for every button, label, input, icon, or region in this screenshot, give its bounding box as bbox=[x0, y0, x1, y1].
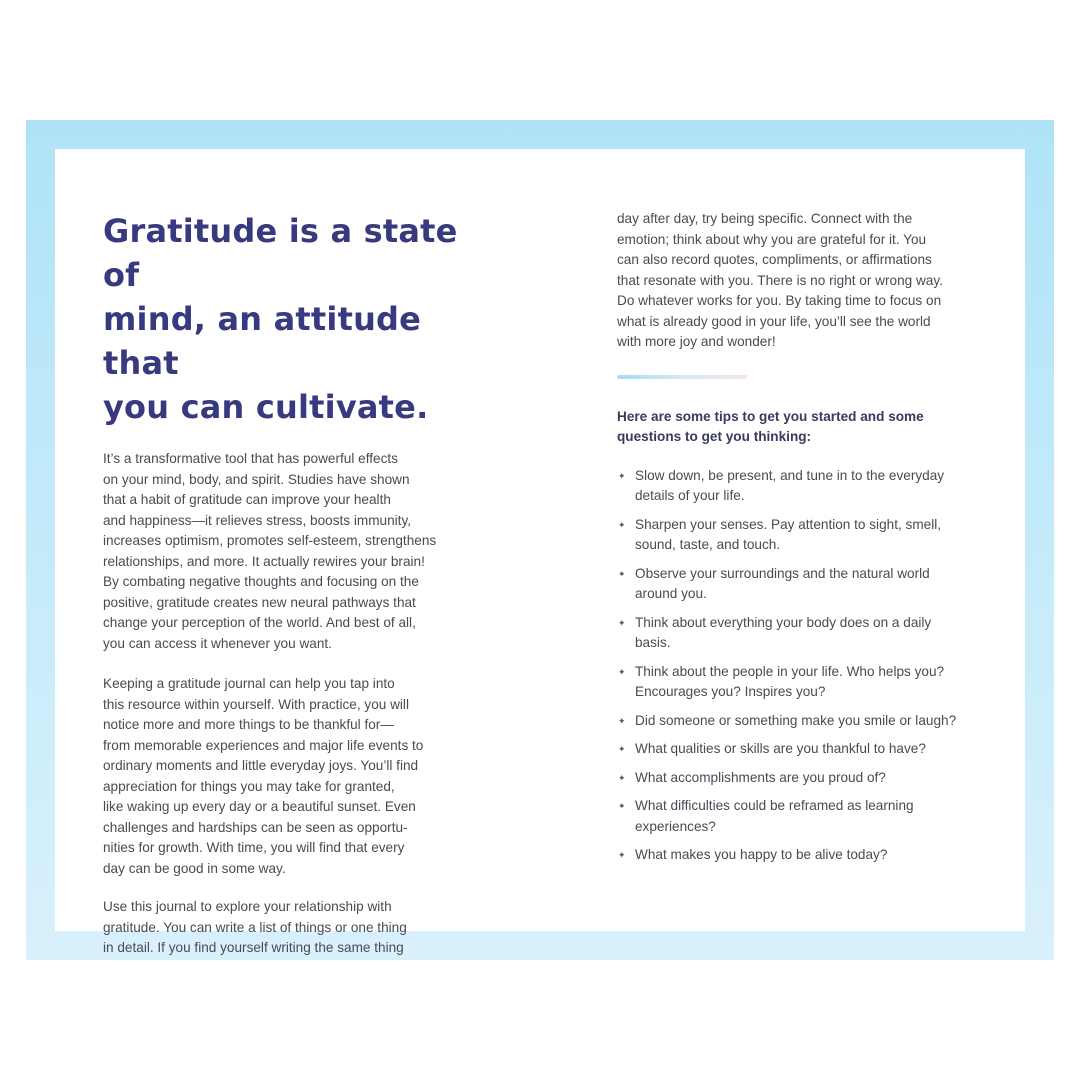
paragraph-intro: It’s a transformative tool that has powerful effects on your mind, body, and spirit. Studies have shown that a habit of gratitude can improve your health and happiness—it relieves stress, boosts immunity, increases optimism, promotes self-esteem, strengthens relationships, and more. It actually rewires your brain! By combating negative thoughts and focusing on the positive, gratitude creates new neural pathways that change your perception of the world. And best of all, you can access it whenever you want. bbox=[103, 451, 437, 651]
journal-page bbox=[55, 149, 1025, 955]
tips-heading: Here are some tips to get you started and some questions to get you thinking: bbox=[617, 408, 924, 444]
gradient-divider bbox=[617, 375, 747, 379]
tip-text: What makes you happy to be alive today? bbox=[635, 847, 888, 862]
tip-item bbox=[617, 613, 987, 654]
left-column bbox=[103, 209, 493, 959]
tip-text: Sharpen your senses. Pay attention to sight, smell, sound, taste, and touch. bbox=[635, 516, 942, 552]
star-bullet-icon: ✦ bbox=[618, 617, 626, 628]
tip-text: Think about the people in your life. Who helps you? Encourages you? Inspires you? bbox=[635, 663, 945, 699]
paragraph-usage: Use this journal to explore your relationship with gratitude. You can write a list of things or one thing in detail. If you find yourself writing the same thing bbox=[103, 899, 407, 955]
tip-text: What accomplishments are you proud of? bbox=[635, 769, 886, 785]
tip-item bbox=[617, 739, 987, 760]
paragraph-continued: day after day, try being specific. Connect with the emotion; think about why you are grateful for it. You can also record quotes, compliments, or affirmations that resonate with you. There is no right or wrong way. Do whatever works for you. By taking time to focus on what is already good in your life, you’ll see the world with more joy and wonder! bbox=[617, 211, 943, 349]
tip-item bbox=[617, 768, 987, 789]
tip-item bbox=[617, 845, 987, 866]
tip-item bbox=[617, 515, 987, 556]
tip-item bbox=[617, 564, 987, 605]
star-bullet-icon: ✦ bbox=[618, 519, 626, 530]
page-heading: Gratitude is a state of mind, an attitude that you can cultivate. bbox=[103, 212, 458, 426]
tips-list bbox=[617, 466, 987, 866]
star-bullet-icon: ✦ bbox=[618, 715, 626, 726]
tip-text: Observe your surroundings and the natural world around you. bbox=[635, 565, 930, 601]
star-bullet-icon: ✦ bbox=[618, 772, 626, 783]
right-column bbox=[617, 209, 987, 874]
tip-text: What difficulties could be reframed as learning experiences? bbox=[635, 798, 914, 834]
tip-text: Did someone or something make you smile or laugh? bbox=[635, 712, 957, 728]
star-bullet-icon: ✦ bbox=[618, 850, 626, 860]
paragraph-journal: Keeping a gratitude journal can help you tap into this resource within yourself. With practice, you will notice more and more things to be thankful for— from memorable experiences and major life events to ordinary moments and little everyday joys. You’ll find appreciation for things you may take for granted, like waking up every day or a beautiful sunset. Even challenges and hardships can be seen as opportu- nities for growth. With time, you will find that every day can be good in some way. bbox=[103, 676, 424, 876]
tip-item bbox=[617, 711, 987, 732]
tip-text: Think about everything your body does on a daily basis. bbox=[635, 614, 932, 650]
star-bullet-icon: ✦ bbox=[618, 666, 626, 677]
tip-item bbox=[617, 466, 987, 507]
tip-text: What qualities or skills are you thankful to have? bbox=[635, 741, 926, 756]
tip-text: Slow down, be present, and tune in to the everyday details of your life. bbox=[635, 467, 945, 503]
page-border-frame bbox=[26, 120, 1054, 960]
tip-item bbox=[617, 796, 987, 837]
tip-item bbox=[617, 662, 987, 703]
star-bullet-icon: ✦ bbox=[618, 568, 626, 579]
star-bullet-icon: ✦ bbox=[618, 744, 626, 754]
star-bullet-icon: ✦ bbox=[618, 801, 626, 811]
star-bullet-icon: ✦ bbox=[618, 470, 626, 481]
